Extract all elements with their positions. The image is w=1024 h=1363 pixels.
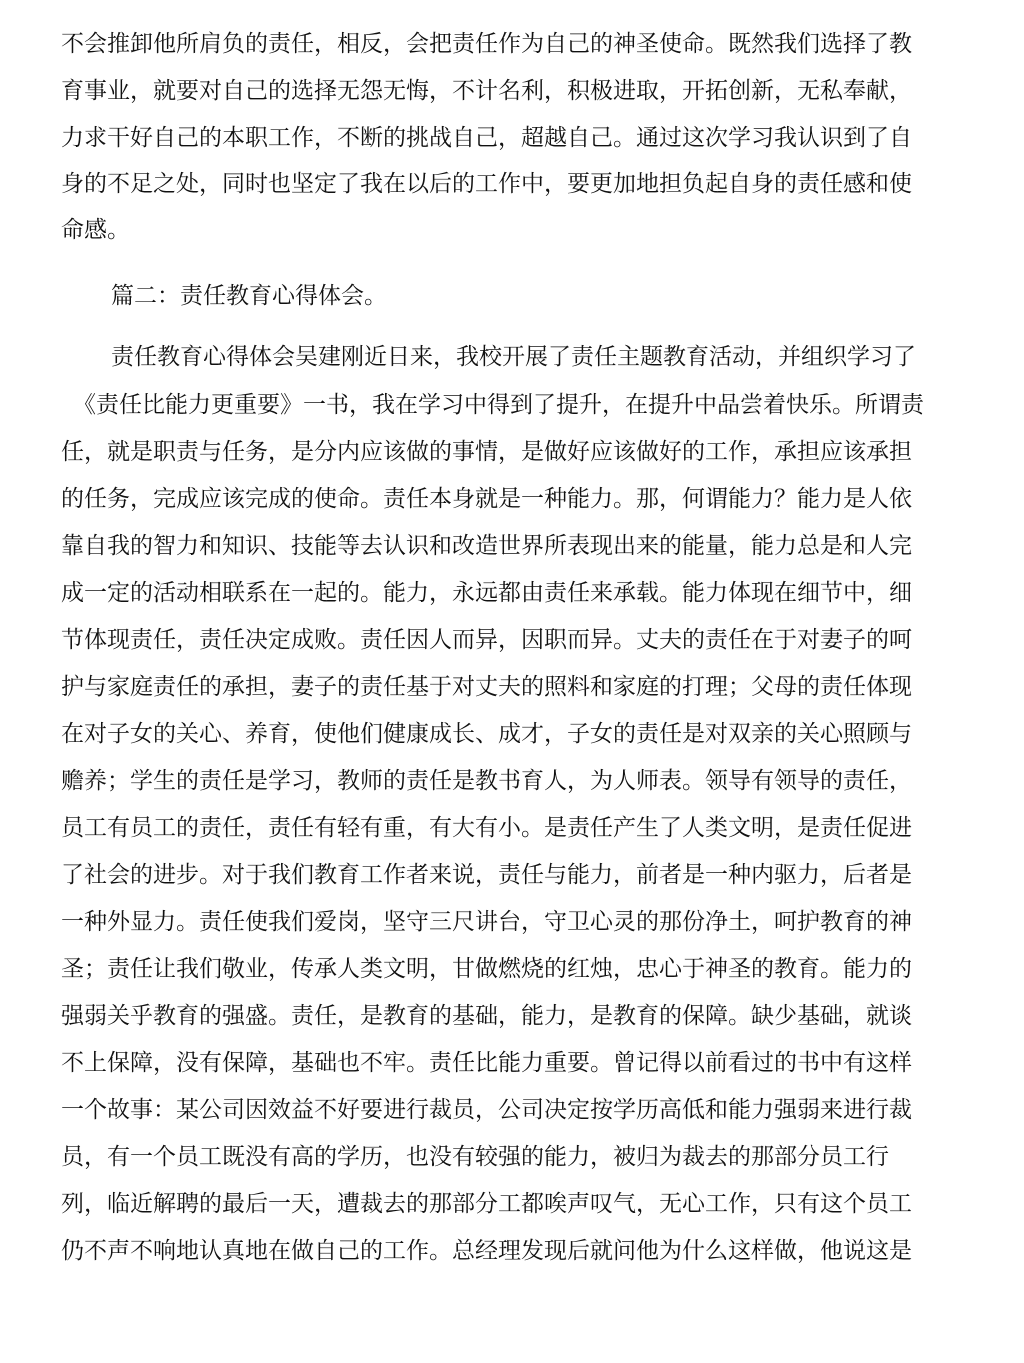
text-line: 员工有员工的责任，责任有轻有重，有大有小。是责任产生了人类文明，是责任促进 <box>61 815 912 841</box>
text-line: 不会推卸他所肩负的责任，相反，会把责任作为自己的神圣使命。既然我们选择了教 <box>61 31 912 57</box>
text-line: 育事业，就要对自己的选择无怨无悔，不计名利，积极进取，开拓创新，无私奉献， <box>61 78 912 104</box>
text-line: 护与家庭责任的承担，妻子的责任基于对丈夫的照料和家庭的打理；父母的责任体现 <box>61 674 912 700</box>
text-line: 命感。 <box>61 217 130 243</box>
text-line: 员，有一个员工既没有高的学历，也没有较强的能力，被归为裁去的那部分员工行 <box>61 1144 889 1170</box>
text-line: 成一定的活动相联系在一起的。能力，永远都由责任来承载。能力体现在细节中，细 <box>61 580 912 606</box>
text-line: 身的不足之处，同时也坚定了我在以后的工作中，要更加地担负起自身的责任感和使 <box>61 171 912 197</box>
text-line: 列，临近解聘的最后一天，遭裁去的那部分工都唉声叹气，无心工作，只有这个员工 <box>61 1191 912 1217</box>
text-line: 任，就是职责与任务，是分内应该做的事情，是做好应该做好的工作，承担应该承担 <box>61 439 912 465</box>
text-line: 靠自我的智力和知识、技能等去认识和改造世界所表现出来的能量，能力总是和人完 <box>61 533 912 559</box>
text-line: 一种外显力。责任使我们爱岗，坚守三尺讲台，守卫心灵的那份净土，呵护教育的神 <box>61 909 912 935</box>
text-line: 强弱关乎教育的强盛。责任，是教育的基础，能力，是教育的保障。缺少基础，就谈 <box>61 1003 912 1029</box>
text-line: 仍不声不响地认真地在做自己的工作。总经理发现后就问他为什么这样做，他说这是 <box>61 1238 912 1264</box>
section-heading: 篇二：责任教育心得体会。 <box>111 283 387 309</box>
text-line: 《责任比能力更重要》一书，我在学习中得到了提升，在提升中品尝着快乐。所谓责 <box>73 392 924 418</box>
text-line: 不上保障，没有保障，基础也不牢。责任比能力重要。曾记得以前看过的书中有这样 <box>61 1050 912 1076</box>
text-line: 赡养；学生的责任是学习，教师的责任是教书育人，为人师表。领导有领导的责任， <box>61 768 912 794</box>
text-line: 责任教育心得体会吴建刚近日来，我校开展了责任主题教育活动，并组织学习了 <box>111 344 916 370</box>
text-line: 圣；责任让我们敬业，传承人类文明，甘做燃烧的红烛，忠心于神圣的教育。能力的 <box>61 956 912 982</box>
text-line: 力求干好自己的本职工作，不断的挑战自己，超越自己。通过这次学习我认识到了自 <box>61 125 912 151</box>
text-line: 在对子女的关心、养育，使他们健康成长、成才，子女的责任是对双亲的关心照顾与 <box>61 721 912 747</box>
text-line: 的任务，完成应该完成的使命。责任本身就是一种能力。那，何谓能力？能力是人依 <box>61 486 912 512</box>
text-line: 了社会的进步。对于我们教育工作者来说，责任与能力，前者是一种内驱力，后者是 <box>61 862 912 888</box>
text-line: 一个故事：某公司因效益不好要进行裁员，公司决定按学历高低和能力强弱来进行裁 <box>61 1097 912 1123</box>
text-line: 节体现责任，责任决定成败。责任因人而异，因职而异。丈夫的责任在于对妻子的呵 <box>61 627 912 653</box>
